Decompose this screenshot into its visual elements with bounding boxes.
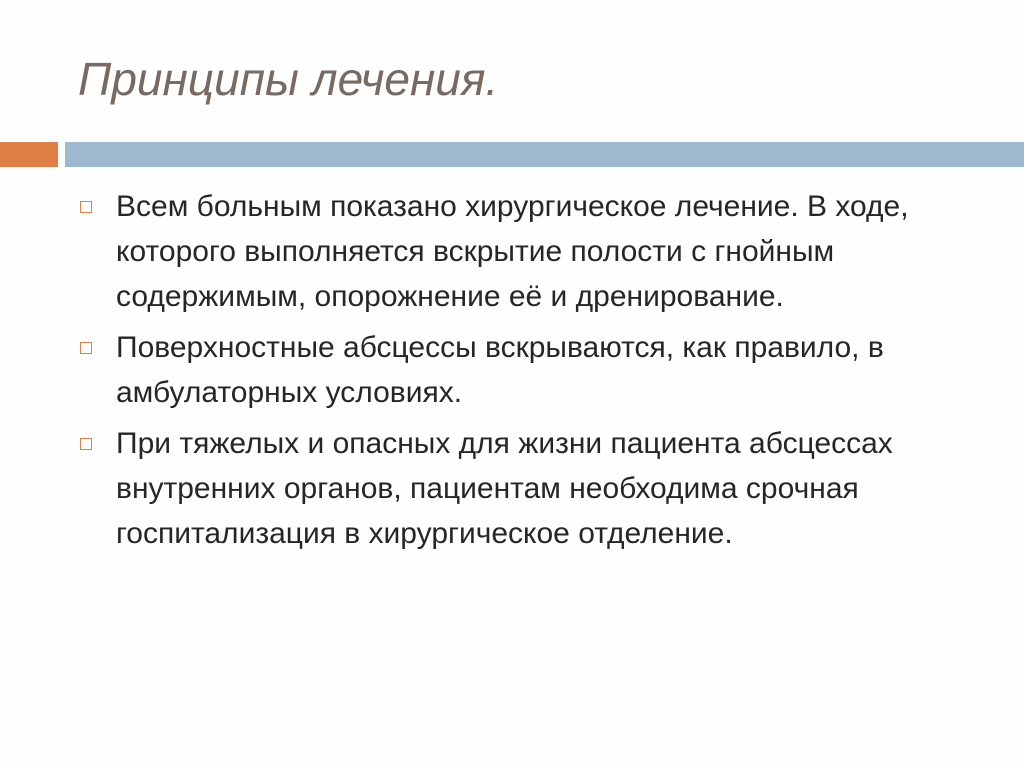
bullet-text: Всем больным показано хирургическое лечение. В ходе, которого выполняется вскрытие полости с гнойным содержимым, опорожнение её и дренирование. (116, 190, 909, 313)
square-bullet-icon (80, 342, 92, 354)
bullet-item (80, 184, 980, 319)
square-bullet-icon (80, 201, 92, 213)
bullet-list (80, 184, 980, 562)
bullet-text: При тяжелых и опасных для жизни пациента абсцессах внутренних органов, пациентам необходима срочная госпитализация в хирургическое отделение. (116, 427, 893, 550)
bullet-item (80, 421, 980, 556)
accent-bar (0, 142, 58, 167)
slide-title: Принципы лечения. (78, 53, 499, 105)
square-bullet-icon (80, 438, 92, 450)
bullet-text: Поверхностные абсцессы вскрываются, как правило, в амбулаторных условиях. (116, 331, 884, 409)
header-divider-bar (65, 142, 1024, 167)
bullet-item (80, 325, 980, 415)
